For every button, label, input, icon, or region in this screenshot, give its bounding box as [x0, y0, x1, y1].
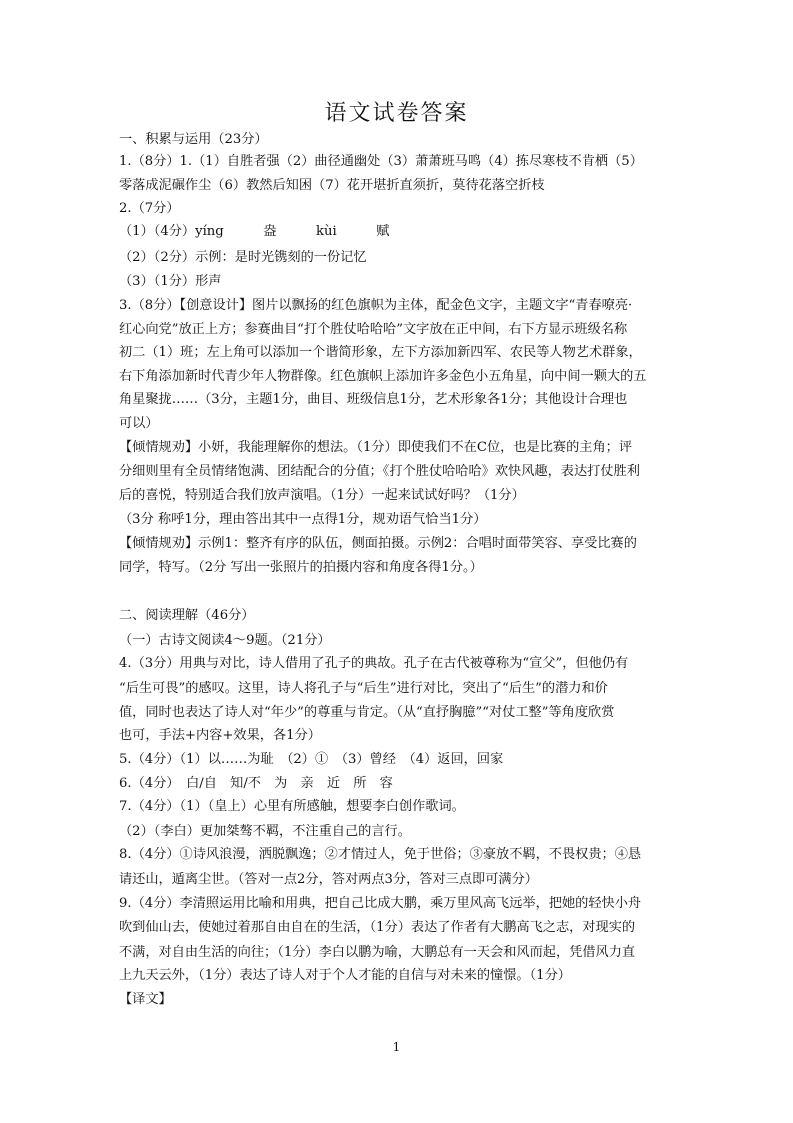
page-number: 1	[392, 1040, 401, 1054]
text-line: 分细则里有全员情绪饱满、团结配合的分值；《打个胜仗哈哈哈》欢快风趣，表达打仗胜利	[119, 464, 640, 479]
text-line: 【倾情规劝】示例1：整齐有序的队伍，侧面拍摄。示例2：合唱时面带笑容、享受比赛的	[119, 536, 637, 551]
text-line: 吹到仙山去，使她过着那自由自在的生活，（1分）表达了作者有大鹏高飞之志，对现实的	[119, 920, 636, 935]
text-line: 4.（3分）用典与对比，诗人借用了孔子的典故。孔子在古代被尊称为“宣父”，但他仍有	[119, 656, 629, 671]
page-title: 语文试卷答案	[324, 101, 469, 126]
text-line: 1.（8分）1.（1）自胜者强（2）曲径通幽处（3）萧萧班马鸣（4）拣尽寒枝不肯栖（5）	[119, 154, 643, 169]
text-line: （2）（李白）更加桀骜不羁，不注重自己的言行。	[119, 824, 411, 839]
text-line: （2）（2分）示例：是时光镌刻的一份记忆	[119, 250, 367, 265]
text-line: （1）（4分）yíng 盎 kùi 赋	[119, 224, 390, 239]
text-line: 值，同时也表达了诗人对“年少”的尊重与肯定。（从“直抒胸臆”“对仗工整”等角度欣赏	[119, 705, 615, 720]
text-line: 5.（4分）（1）以……为耻 （2）① （3）曾经 （4）返回，回家	[119, 752, 504, 767]
text-line: 右下角添加新时代青少年人物群像。红色旗帜上添加许多金色小五角星，向中间一颗大的五	[119, 369, 647, 384]
text-line: 不满，对自由生活的向往；（1分）李白以鹏为喻，大鹏总有一天会和风而起，凭借风力直	[119, 945, 636, 960]
text-line: 8.（4分）①诗风浪漫，洒脱飘逸；②才情过人，免于世俗；③豪放不羁，不畏权贵；④恳	[119, 847, 642, 862]
text-line: 7.（4分）（1）（皇上）心里有所感触，想要李白创作歌词。	[119, 799, 465, 814]
text-line: 后的喜悦，特别适合我们放声演唱。（1分）一起来试试好吗？（1分）	[119, 488, 525, 503]
text-line: 【译文】	[119, 992, 172, 1007]
text-line: 二、阅读理解（46分）	[119, 608, 255, 623]
text-line: 3.（8分）【创意设计】图片以飘扬的红色旗帜为主体，配金色文字，主题文字“青春嘹亮·	[119, 298, 633, 313]
text-line: （3分 称呼1分，理由答出其中一点得1分，规劝语气恰当1分）	[119, 512, 487, 527]
text-line: 同学，特写。（2分 写出一张照片的拍摄内容和角度各得1分。）	[119, 560, 483, 575]
text-line: 6.（4分） 白/自 知/不 为 亲 近 所 容	[119, 776, 393, 791]
text-line: 9.（4分）李清照运用比喻和用典，把自己比成大鹏，乘万里风高飞远举，把她的轻快小舟	[119, 896, 642, 911]
text-line: 也可，手法+内容+效果，各1分）	[119, 728, 321, 743]
text-line: 一、积累与运用（23分）	[119, 132, 268, 147]
text-line: （3）（1分）形声	[119, 274, 222, 289]
text-line: 2.（7分）	[119, 201, 180, 216]
text-line: 可以）	[119, 416, 159, 431]
text-line: 零落成泥碾作尘（6）教然后知困（7）花开堪折直须折，莫待花落空折枝	[119, 178, 545, 193]
text-line: 红心向党”放正上方；参赛曲目“打个胜仗哈哈哈”文字放在正中间，右下方显示班级名称	[119, 322, 628, 337]
text-line: 请还山，遁离尘世。（答对一点2分，答对两点3分，答对三点即可满分）	[119, 872, 538, 887]
text-line: 初二（1）班；左上角可以添加一个谐简形象，左下方添加新四军、农民等人物艺术群象，	[119, 345, 642, 360]
text-line: “后生可畏”的感叹。这里，诗人将孔子与“后生”进行对比，突出了“后生”的潜力和价	[119, 681, 608, 696]
text-line: 【倾情规劝】小妍，我能理解你的想法。（1分）即使我们不在C位，也是比赛的主角；评	[119, 440, 633, 455]
text-line: 角星聚拢……（3分，主题1分，曲目、班级信息1分，艺术形象各1分；其他设计合理也	[119, 392, 628, 407]
text-line: （一）古诗文阅读4～9题。（21分）	[119, 633, 331, 648]
text-line: 上九天云外，（1分）表达了诗人对于个人才能的自信与对未来的憧憬。（1分）	[119, 968, 571, 983]
